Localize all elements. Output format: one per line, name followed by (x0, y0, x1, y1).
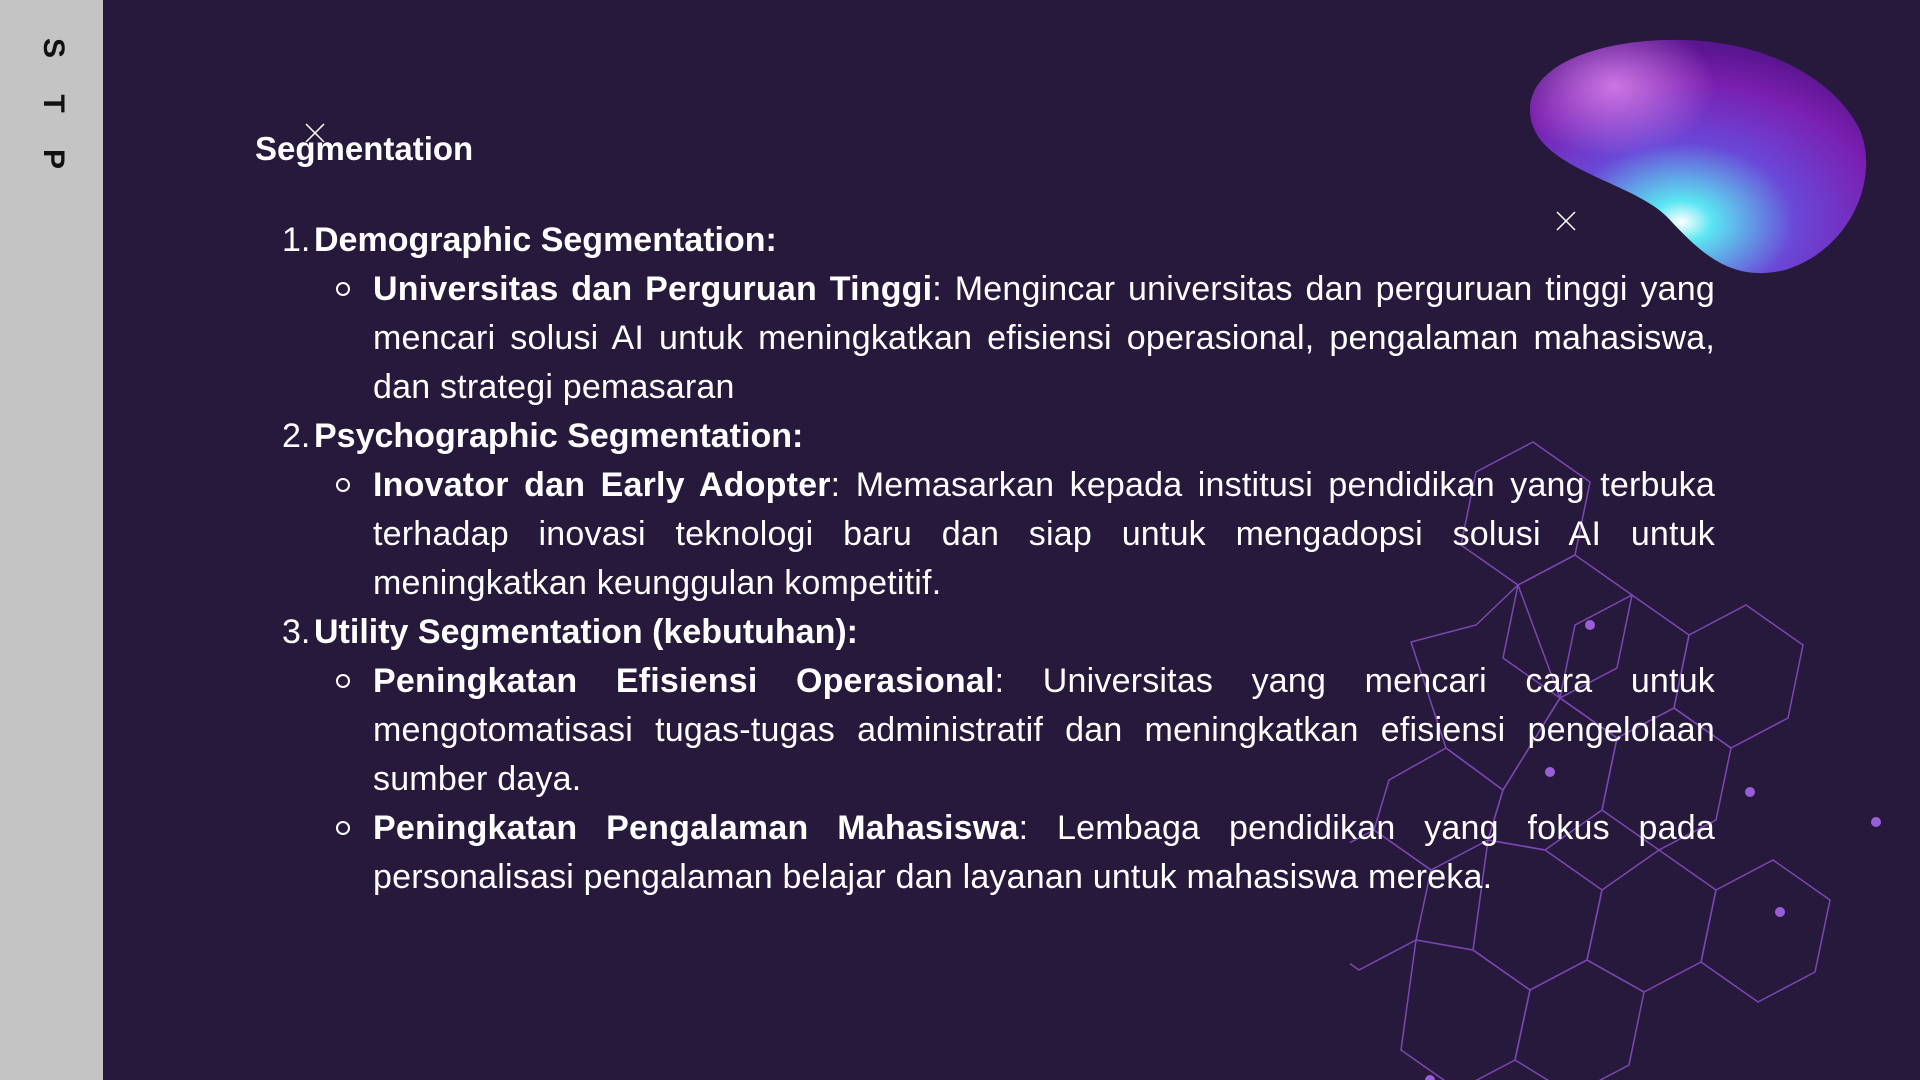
sub-list (314, 265, 1715, 412)
circle-bullet-icon (336, 821, 350, 835)
sub-list (314, 461, 1715, 608)
sidebar-label: S T P (37, 38, 70, 184)
item-number: 3. (282, 613, 311, 651)
sub-item-text: : Memasarkan kepada institusi pendidikan yang terbuka terhadap inovasi teknologi baru dan siap untuk mengadopsi solusi AI untuk meningkatkan keunggulan kompetitif. (373, 466, 1715, 602)
sub-item-title: Peningkatan Pengalaman Mahasiswa (373, 809, 1019, 847)
segmentation-list (255, 216, 1715, 902)
circle-bullet-icon (336, 478, 350, 492)
item-title: Psychographic Segmentation: (314, 417, 804, 455)
sub-list (314, 657, 1715, 902)
slide-content (255, 130, 1715, 902)
list-item (255, 412, 1715, 608)
sub-item-text: : Mengincar universitas dan perguruan tinggi yang mencari solusi AI untuk meningkatkan efisiensi operasional, pengalaman mahasiswa, dan strategi pemasaran (373, 270, 1715, 406)
page-title: Segmentation (255, 130, 474, 167)
list-item (255, 608, 1715, 902)
sub-item-title: Peningkatan Efisiensi Operasional (373, 662, 995, 700)
sub-item-title: Universitas dan Perguruan Tinggi (373, 270, 933, 308)
list-item (255, 216, 1715, 412)
sub-item-text: : Lembaga pendidikan yang fokus pada personalisasi pengalaman belajar dan layanan untuk mahasiswa mereka. (373, 809, 1715, 896)
item-title: Utility Segmentation (kebutuhan): (314, 613, 858, 651)
item-number: 2. (282, 417, 311, 455)
sub-list-item (314, 657, 1715, 804)
sub-item-title: Inovator dan Early Adopter (373, 466, 831, 504)
sub-list-item (314, 804, 1715, 902)
circle-bullet-icon (336, 282, 350, 296)
item-title: Demographic Segmentation: (314, 221, 777, 259)
item-number: 1. (282, 221, 311, 259)
sub-list-item (314, 461, 1715, 608)
side-bar (0, 0, 103, 1080)
circle-bullet-icon (336, 674, 350, 688)
sub-item-text: : Universitas yang mencari cara untuk mengotomatisasi tugas-tugas administratif dan meningkatkan efisiensi pengelolaan sumber daya. (373, 662, 1715, 798)
sub-list-item (314, 265, 1715, 412)
